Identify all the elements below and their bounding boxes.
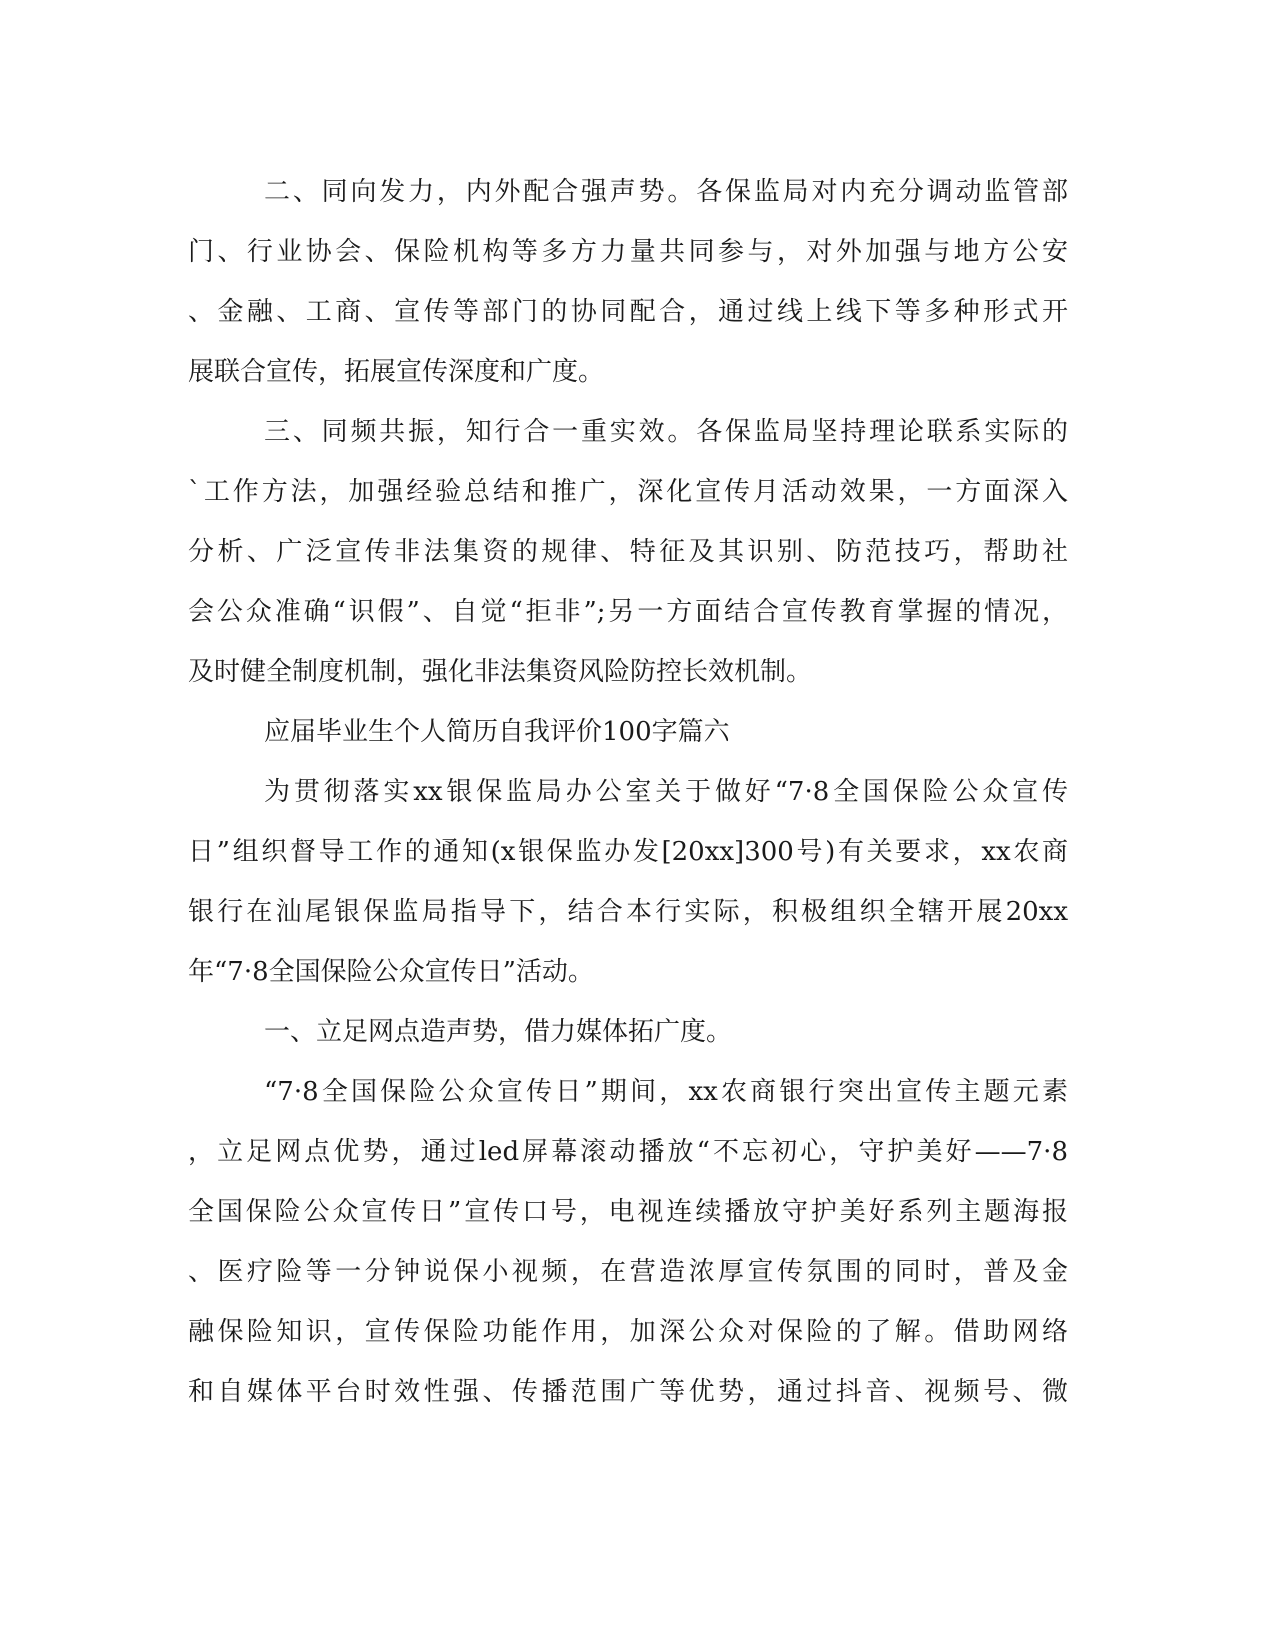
text-line: 及时健全制度机制，强化非法集资风险防控长效机制。 — [188, 657, 813, 687]
text-line: 、医疗险等一分钟说保小视频，在营造浓厚宣传氛围的同时，普及金 — [188, 1257, 1068, 1287]
text-line: 三、同频共振，知行合一重实效。各保监局坚持理论联系实际的 — [264, 417, 1068, 447]
text-line: 银行在汕尾银保监局指导下，结合本行实际，积极组织全辖开展20xx — [188, 897, 1068, 927]
text-line: 应届毕业生个人简历自我评价100字篇六 — [264, 717, 730, 747]
text-line: 年“7·8全国保险公众宣传日”活动。 — [188, 957, 594, 987]
paragraph — [188, 762, 1068, 1002]
document-body — [188, 162, 1068, 1422]
text-line: 一、立足网点造声势，借力媒体拓广度。 — [264, 1017, 733, 1047]
text-line: `工作方法，加强经验总结和推广，深化宣传月活动效果，一方面深入 — [188, 477, 1068, 507]
text-line: 融保险知识，宣传保险功能作用，加深公众对保险的了解。借助网络 — [188, 1317, 1068, 1347]
text-line: 全国保险公众宣传日”宣传口号，电视连续播放守护美好系列主题海报 — [188, 1197, 1068, 1227]
text-line: 、金融、工商、宣传等部门的协同配合，通过线上线下等多种形式开 — [188, 297, 1068, 327]
text-line: 会公众准确“识假”、自觉“拒非”;另一方面结合宣传教育掌握的情况， — [188, 597, 1068, 627]
text-line: 二、同向发力，内外配合强声势。各保监局对内充分调动监管部 — [264, 177, 1068, 207]
paragraph — [188, 1002, 1068, 1062]
paragraph — [188, 162, 1068, 402]
section-heading — [188, 702, 1068, 762]
text-line: 和自媒体平台时效性强、传播范围广等优势，通过抖音、视频号、微 — [188, 1377, 1068, 1407]
text-line: “7·8全国保险公众宣传日”期间，xx农商银行突出宣传主题元素 — [264, 1077, 1068, 1107]
text-line: 分析、广泛宣传非法集资的规律、特征及其识别、防范技巧，帮助社 — [188, 537, 1068, 567]
text-line: ，立足网点优势，通过led屏幕滚动播放“不忘初心，守护美好——7·8 — [188, 1137, 1068, 1167]
text-line: 门、行业协会、保险机构等多方力量共同参与，对外加强与地方公安 — [188, 237, 1068, 267]
paragraph — [188, 402, 1068, 702]
text-line: 日”组织督导工作的通知(x银保监办发[20xx]300号)有关要求，xx农商 — [188, 837, 1068, 867]
text-line: 展联合宣传，拓展宣传深度和广度。 — [188, 357, 605, 387]
paragraph — [188, 1062, 1068, 1422]
text-line: 为贯彻落实xx银保监局办公室关于做好“7·8全国保险公众宣传 — [264, 777, 1068, 807]
